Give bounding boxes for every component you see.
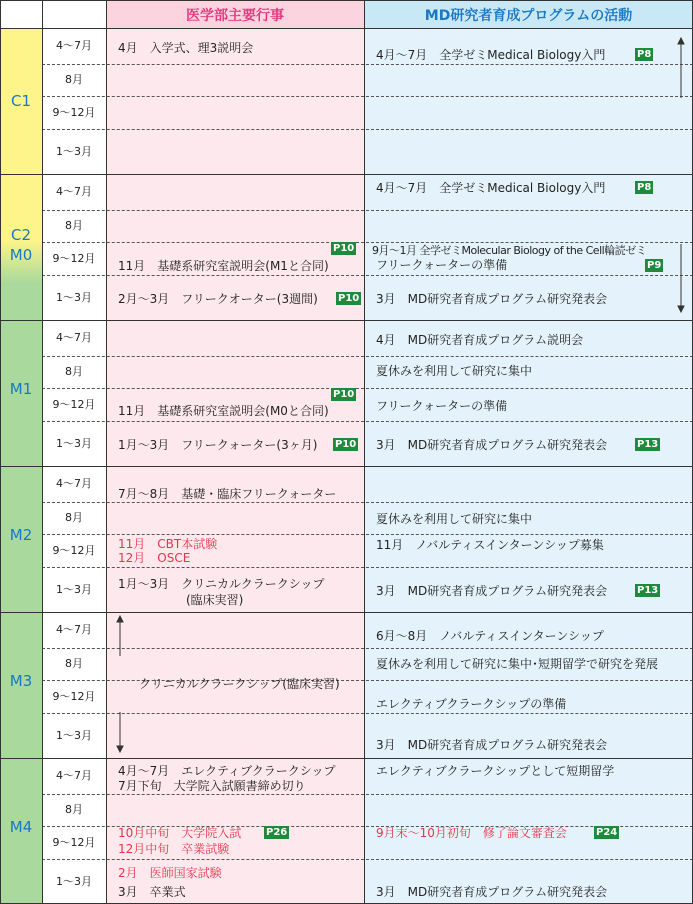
month-label: 1～3月 (56, 875, 92, 888)
badge-p10: P10 (333, 243, 355, 254)
header-col-b: MD研究者育成プログラムの活動 (424, 8, 633, 24)
event-m4-graduation: 3月 卒業式 (118, 885, 186, 899)
month-label: 9～12月 (52, 252, 96, 265)
header-corner (0, 0, 106, 28)
event-m1-lab-briefing: 11月 基礎系研究室説明会(M0と合同) (118, 404, 329, 418)
event-c2-mbc-seminar: 9月～1月 全学ゼミMolecular Biology of the Cell輪読ゼミ (372, 244, 647, 257)
row-divider (42, 859, 693, 860)
block-divider (0, 612, 693, 613)
event-c1-entrance: 4月 入学式、理3説明会 (118, 41, 254, 55)
column-divider (364, 0, 365, 904)
year-label-m0: M0 (9, 246, 33, 264)
row-divider (42, 129, 693, 130)
month-label: 1～3月 (56, 729, 92, 742)
event-m2-cbt: 11月 CBT本試験 (118, 537, 218, 551)
badge-p13-2: P13 (637, 585, 659, 596)
month-label: 4～7月 (56, 39, 92, 52)
month-label: 1～3月 (56, 291, 92, 304)
top-border (0, 0, 693, 1)
event-m1-free-quarter: 1月～3月 フリークォーター(3ヶ月) (118, 438, 318, 452)
event-m2-novartis: 11月 ノバルティスインターンシップ募集 (376, 538, 604, 552)
event-m4-elective: 4月～7月 エレクティブクラークシップ (118, 764, 336, 778)
block-divider (0, 174, 693, 175)
block-divider (0, 758, 693, 759)
row-divider (42, 275, 693, 276)
year-label-c2: C2 (10, 226, 32, 244)
year-label-m4: M4 (9, 818, 33, 836)
year-label-c1: C1 (10, 92, 32, 110)
block-divider (0, 320, 693, 321)
block-divider (0, 466, 693, 467)
row-divider (42, 64, 693, 65)
month-label: 8月 (65, 657, 83, 670)
month-label: 8月 (65, 803, 83, 816)
event-m1-fq-prep: フリークォーターの準備 (376, 399, 508, 413)
event-m3-elective-prep: エレクティブクラークシップの準備 (376, 697, 567, 711)
month-label: 8月 (65, 219, 83, 232)
event-m2-presentation: 3月 MD研究者育成プログラム研究発表会 (376, 584, 608, 598)
year-label-m2: M2 (9, 526, 33, 544)
month-label: 8月 (65, 511, 83, 524)
column-divider (42, 0, 43, 904)
event-m1-summer: 夏休みを利用して研究に集中 (376, 364, 533, 378)
event-m4-final-exam: 12月中旬 卒業試験 (118, 842, 230, 856)
event-m2-summer: 夏休みを利用して研究に集中 (376, 512, 533, 526)
event-m4-thesis: 9月末～10月初旬 修了論文審査会 (376, 826, 567, 840)
badge-p26: P26 (266, 827, 288, 838)
row-divider (42, 96, 693, 97)
event-m4-application: 7月下旬 大学院入試願書締め切り (118, 779, 306, 793)
row-divider (42, 713, 693, 714)
row-divider (42, 502, 693, 503)
row-divider (42, 388, 693, 389)
event-c2-fq-prep: フリークォーターの準備 (376, 258, 508, 272)
month-label: 9～12月 (52, 544, 96, 557)
row-divider (42, 356, 693, 357)
month-label: 8月 (65, 73, 83, 86)
badge-p13: P13 (637, 439, 659, 450)
badge-p10-4: P10 (335, 439, 357, 450)
event-c2-free-quarter: 2月～3月 フリークオーター(3週間) (118, 292, 318, 306)
event-c2-lab-briefing: 11月 基礎系研究室説明会(M1と合同) (118, 259, 329, 273)
event-m3-presentation: 3月 MD研究者育成プログラム研究発表会 (376, 738, 608, 752)
badge-p8: P8 (637, 49, 652, 60)
event-c2-seminar: 4月～7月 全学ゼミMedical Biology入門 (376, 181, 606, 195)
row-divider (42, 210, 693, 211)
event-m4-presentation: 3月 MD研究者育成プログラム研究発表会 (376, 885, 608, 899)
month-label: 1～3月 (56, 437, 92, 450)
block-divider (0, 28, 693, 29)
event-c1-seminar: 4月～7月 全学ゼミMedical Biology入門 (376, 48, 606, 62)
badge-p24: P24 (596, 827, 618, 838)
header-col-a: 医学部主要行事 (186, 8, 284, 24)
event-m4-grad-exam: 10月中旬 大学院入試 (118, 826, 242, 840)
month-label: 4～7月 (56, 477, 92, 490)
event-m2-osce: 12月 OSCE (118, 551, 191, 565)
event-m2-free-quarter: 7月～8月 基礎・臨床フリークォーター (118, 487, 337, 501)
row-divider (42, 794, 693, 795)
badge-p8-2: P8 (637, 182, 652, 193)
month-label: 1～3月 (56, 145, 92, 158)
event-c2-presentation: 3月 MD研究者育成プログラム研究発表会 (376, 292, 608, 306)
month-label: 1～3月 (56, 583, 92, 596)
year-label-m3: M3 (9, 672, 33, 690)
event-m1-program-briefing: 4月 MD研究者育成プログラム説明会 (376, 333, 584, 347)
event-m3-summer: 夏休みを利用して研究に集中･短期留学で研究を発展 (376, 657, 659, 671)
badge-p10-2: P10 (338, 293, 360, 304)
row-divider (42, 534, 693, 535)
year-label-m1: M1 (9, 380, 33, 398)
month-label: 9～12月 (52, 690, 96, 703)
row-divider (42, 648, 693, 649)
event-m2-clerkship-sub: (臨床実習) (186, 593, 244, 607)
column-divider (106, 0, 107, 904)
month-label: 8月 (65, 365, 83, 378)
month-label: 4～7月 (56, 623, 92, 636)
month-label: 4～7月 (56, 331, 92, 344)
row-divider (42, 567, 693, 568)
event-m1-presentation: 3月 MD研究者育成プログラム研究発表会 (376, 438, 608, 452)
month-label: 4～7月 (56, 769, 92, 782)
month-label: 4～7月 (56, 185, 92, 198)
event-m2-clerkship: 1月～3月 クリニカルクラークシップ (118, 577, 325, 591)
badge-p9: P9 (647, 260, 662, 271)
column-divider (0, 0, 1, 904)
event-m3-clerkship: クリニカルクラークシップ(臨床実習) (139, 677, 340, 691)
event-m4-national-exam: 2月 医師国家試験 (118, 866, 222, 880)
row-divider (42, 421, 693, 422)
event-m3-novartis: 6月～8月 ノバルティスインターンシップ (376, 629, 604, 643)
month-label: 9～12月 (52, 398, 96, 411)
badge-p10-3: P10 (333, 389, 355, 400)
month-label: 9～12月 (52, 836, 96, 849)
month-label: 9～12月 (52, 106, 96, 119)
event-m4-study-abroad: エレクティブクラークシップとして短期留学 (376, 764, 615, 778)
